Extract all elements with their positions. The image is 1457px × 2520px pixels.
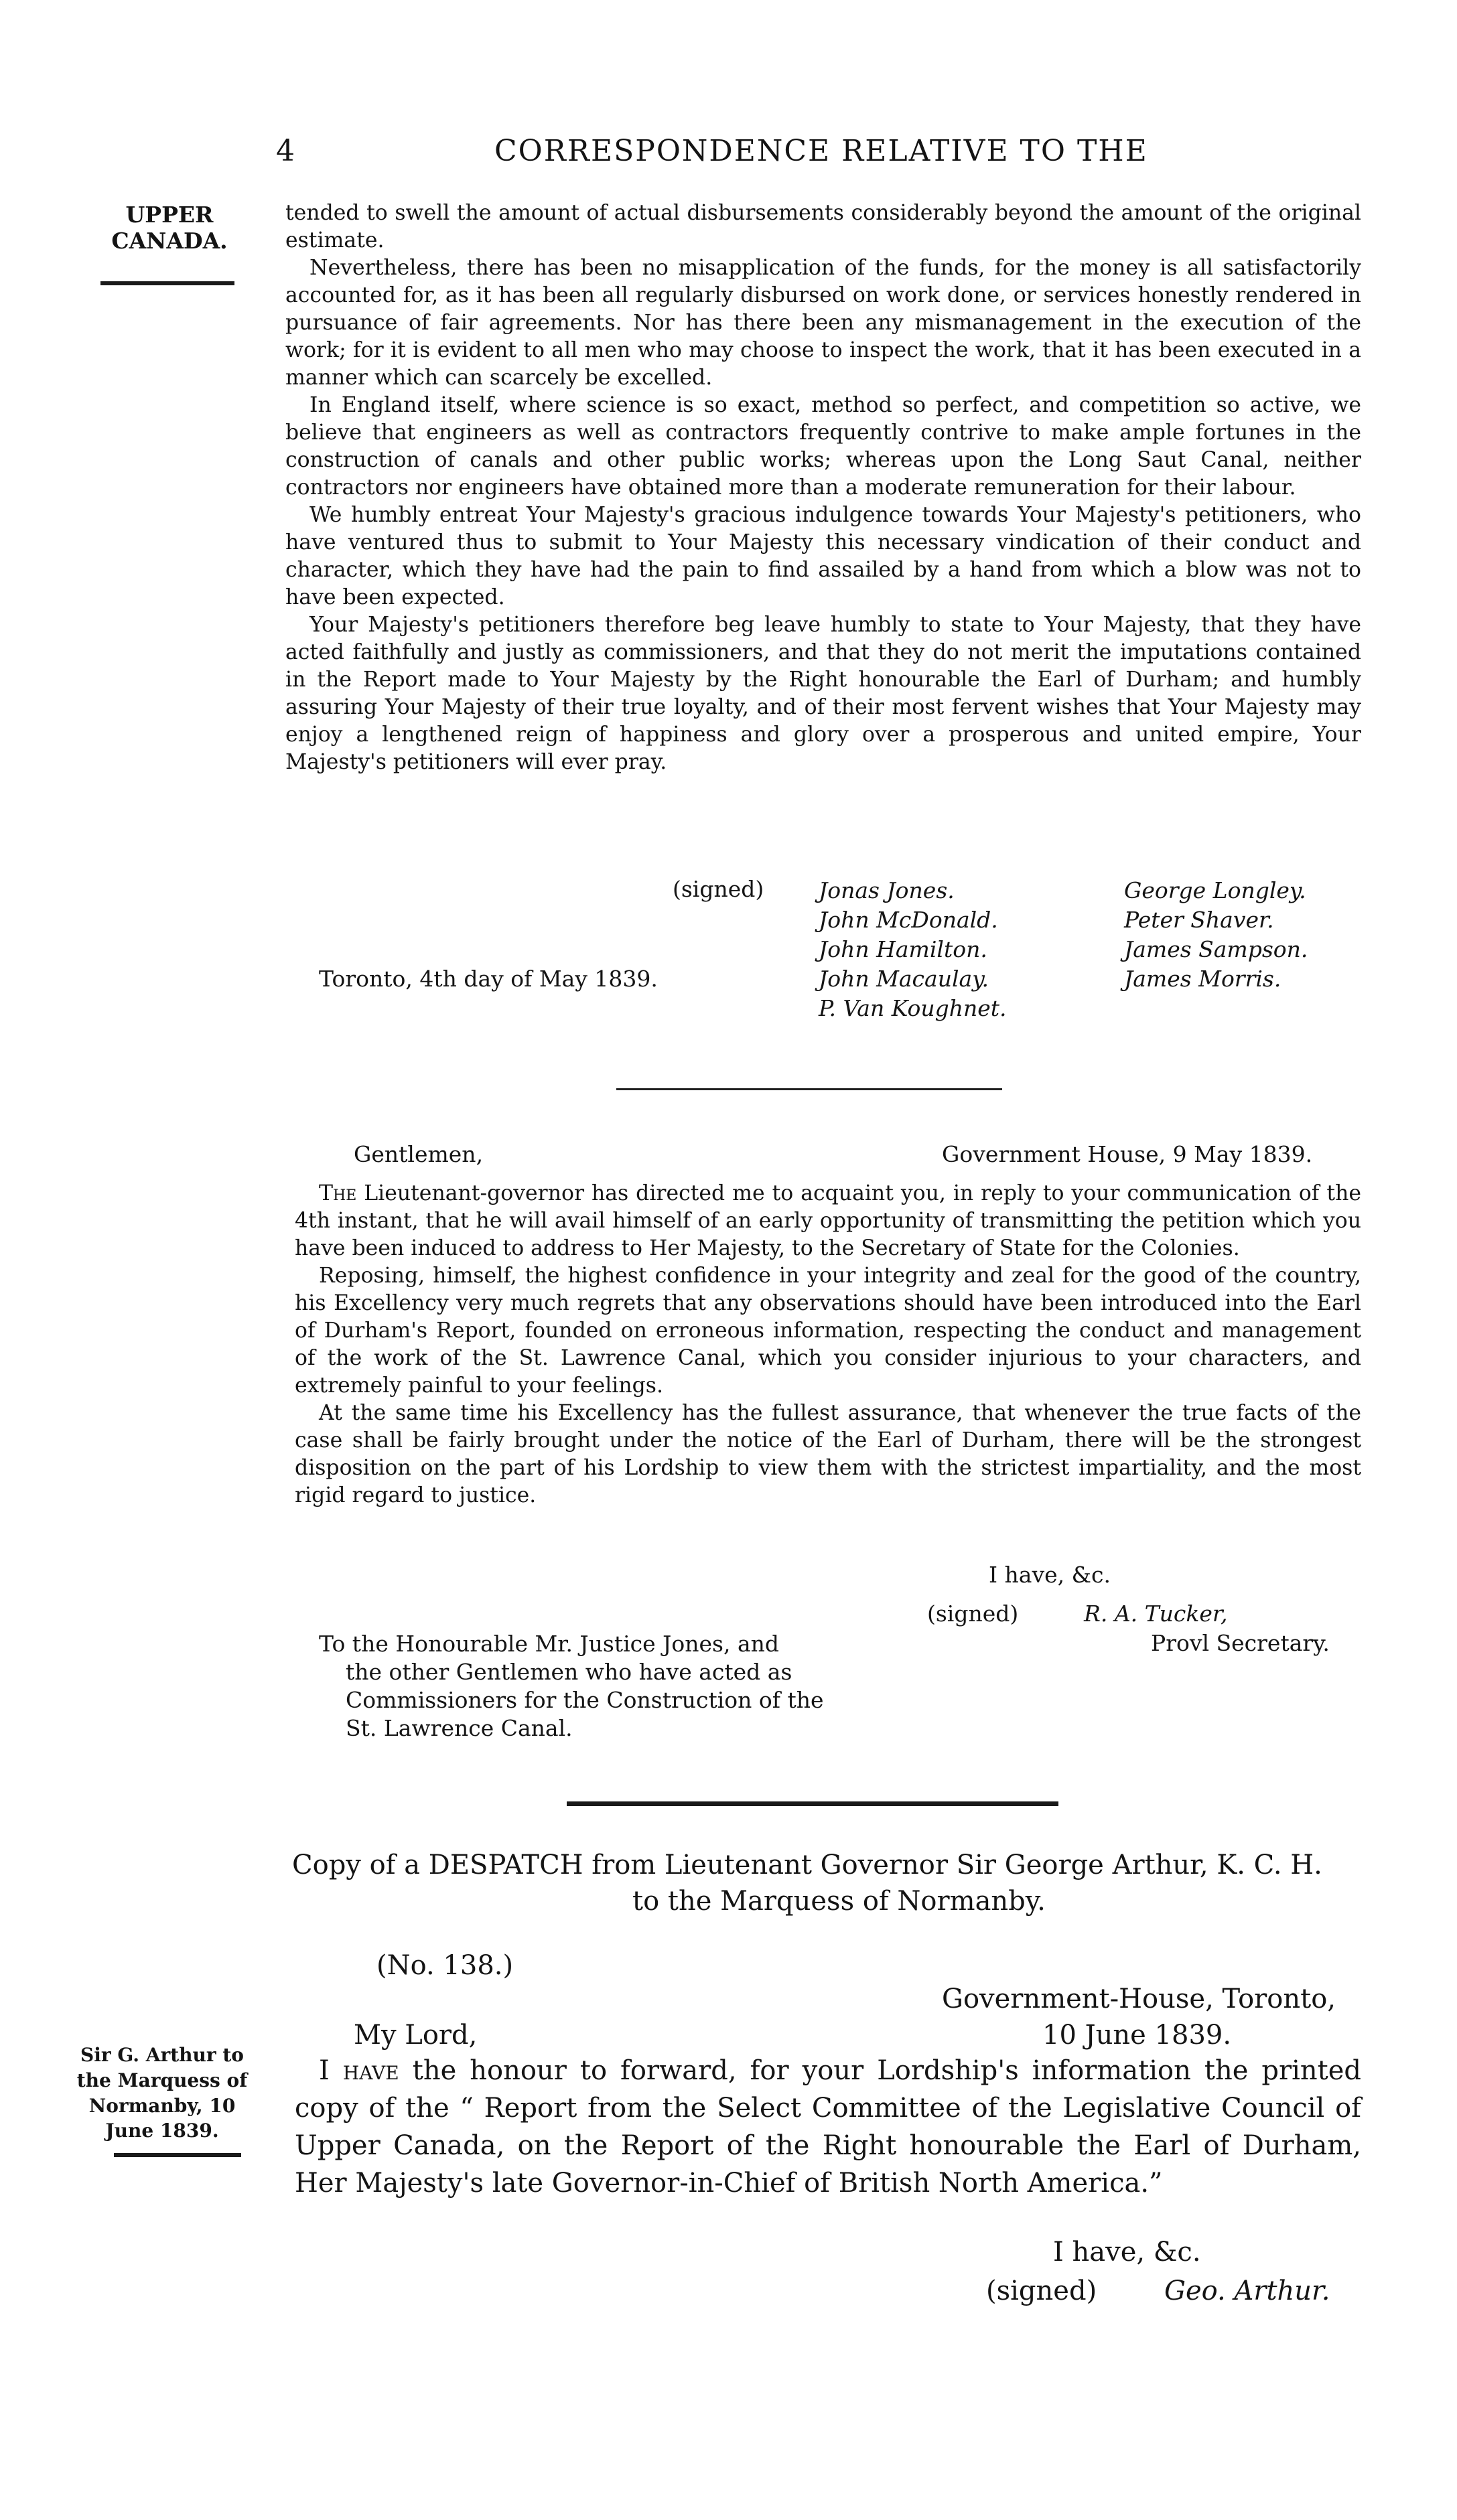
margin-note-upper-canada: UPPER CANADA.	[111, 202, 228, 254]
despatch-first-words: I have	[319, 2055, 399, 2086]
signatories-left	[819, 876, 1007, 1023]
petition-signed-label: (signed)	[673, 876, 764, 902]
despatch-date: 10 June 1839.	[1042, 2020, 1232, 2051]
despatch-paragraph	[295, 2052, 1361, 2202]
petition-place-date: Toronto, 4th day of May 1839.	[319, 966, 658, 992]
despatch-heading	[292, 1847, 1361, 1919]
petition-paragraph: Nevertheless, there has been no misapplication of the funds, for the money is all satisfactorily accounted for, as it has been all regularly disbursed on work done, or services honestly rendered in pursuance of fair agreements. Nor has there been any mismanagement in the execution of the work; for it is evident to all men who may choose to inspect the work, that it has been executed in a manner which can scarcely be excelled.	[285, 256, 1361, 390]
signatory-name: John Hamilton.	[819, 936, 987, 962]
letter-place-date: Government House, 9 May 1839.	[942, 1141, 1313, 1167]
letter-text	[295, 1180, 1361, 1509]
letter-signed-label: (signed)	[927, 1601, 1019, 1627]
petition-paragraph: We humbly entreat Your Majesty's gracious indulgence towards Your Majesty's petitioners, who have ventured thus to submit to Your Majesty this necessary vindication of their conduct and character, which they have had the pain to find assailed by a hand from which a blow was not to have been expected.	[285, 503, 1361, 609]
despatch-body	[295, 2052, 1361, 2202]
margin-note-despatch: Sir G. Arthur to the Marquess of Normanby, 10 June 1839.	[76, 2044, 248, 2142]
letter-first-word: The	[319, 1181, 357, 1205]
addressee-line: St. Lawrence Canal.	[346, 1715, 573, 1741]
signatories-right	[1124, 876, 1308, 994]
letter-salutation: Gentlemen,	[354, 1141, 484, 1167]
signatory-name: P. Van Koughnet.	[819, 995, 1007, 1021]
despatch-body-text: the honour to forward, for your Lordship's information the printed copy of the “ Report from the Select Committee of the Legislative Council of Upper Canada, on the Report of the Right honourable the Earl of Durham, Her Majesty's late Governor-in-Chief of British North America.”	[295, 2055, 1362, 2199]
signatory-name: George Longley.	[1124, 877, 1306, 903]
margin-rule	[114, 2153, 241, 2157]
margin-rule	[100, 281, 234, 285]
letter-paragraph	[295, 1180, 1361, 1262]
signatory-name: James Sampson.	[1124, 936, 1308, 962]
letter-paragraph-text: Lieutenant-governor has directed me to acquaint you, in reply to your communication of the 4th instant, that he will avail himself of an early opportunity of transmitting the petition which you have been induced to address to Her Majesty, to the Secretary of State for the Colonies.	[295, 1181, 1361, 1260]
section-divider	[616, 1088, 1002, 1090]
despatch-salutation: My Lord,	[354, 2020, 478, 2051]
running-title: CORRESPONDENCE RELATIVE TO THE	[494, 134, 1148, 168]
letter-paragraph: Reposing, himself, the highest confidence in your integrity and zeal for the good of the country, his Excellency very much regrets that any observations should have been introduced into the Earl of Durham's Report, founded on erroneous information, respecting the conduct and management of the work of the St. Lawrence Canal, which you consider injurious to your characters, and extremely painful to your feelings.	[295, 1264, 1361, 1398]
signatory-name: John Macaulay.	[819, 966, 989, 992]
signatory-name: Peter Shaver.	[1124, 907, 1274, 933]
addressee-line: To the Honourable Mr. Justice Jones, and	[319, 1631, 780, 1657]
despatch-place: Government-House, Toronto,	[942, 1984, 1336, 2014]
signatory-name: James Morris.	[1124, 966, 1281, 992]
letter-signer-title: Provl Secretary.	[1151, 1630, 1330, 1656]
despatch-number: (No. 138.)	[376, 1950, 514, 1981]
section-divider-thick	[567, 1801, 1058, 1806]
letter-paragraph: At the same time his Excellency has the fullest assurance, that whenever the true facts of the case shall be fairly brought under the notice of the Earl of Durham, there will be the strongest disposition on the part of his Lordship to view them with the strictest impartiality, and the most rigid regard to justice.	[295, 1401, 1361, 1507]
addressee-line: the other Gentlemen who have acted as	[346, 1659, 792, 1685]
letter-addressee	[319, 1630, 824, 1743]
despatch-closing: I have, &c.	[1053, 2237, 1201, 2268]
despatch-heading-line: Copy of a DESPATCH from Lieutenant Governor Sir George Arthur, K. C. H.	[292, 1850, 1322, 1880]
signatory-name: Jonas Jones.	[819, 877, 955, 903]
addressee-line: Commissioners for the Construction of the	[346, 1687, 824, 1713]
petition-paragraph: tended to swell the amount of actual disbursements considerably beyond the amount of the original estimate.	[285, 201, 1361, 252]
letter-signer: R. A. Tucker,	[1084, 1601, 1228, 1627]
letter-closing: I have, &c.	[989, 1562, 1111, 1588]
signatory-name: John McDonald.	[819, 907, 998, 933]
despatch-signed-label: (signed)	[986, 2276, 1097, 2306]
petition-paragraph: In England itself, where science is so exact, method so perfect, and competition so active, we believe that engineers as well as contractors frequently contrive to make ample fortunes in the construction of canals and other public works; whereas upon the Long Saut Canal, neither contractors nor engineers have obtained more than a moderate remuneration for their labour.	[285, 393, 1361, 500]
page-number: 4	[276, 134, 295, 168]
despatch-heading-line: to the Marquess of Normanby.	[632, 1886, 1046, 1917]
petition-text	[285, 200, 1361, 776]
petition-paragraph: Your Majesty's petitioners therefore beg leave humbly to state to Your Majesty, that they have acted faithfully and justly as commissioners, and that they do not merit the imputations contained in the Report made to Your Majesty by the Right honourable the Earl of Durham; and humbly assuring Your Majesty of their true loyalty, and of their most fervent wishes that Your Majesty may enjoy a lengthened reign of happiness and glory over a prosperous and united empire, Your Majesty's petitioners will ever pray.	[285, 613, 1361, 774]
despatch-signer: Geo. Arthur.	[1164, 2276, 1330, 2306]
